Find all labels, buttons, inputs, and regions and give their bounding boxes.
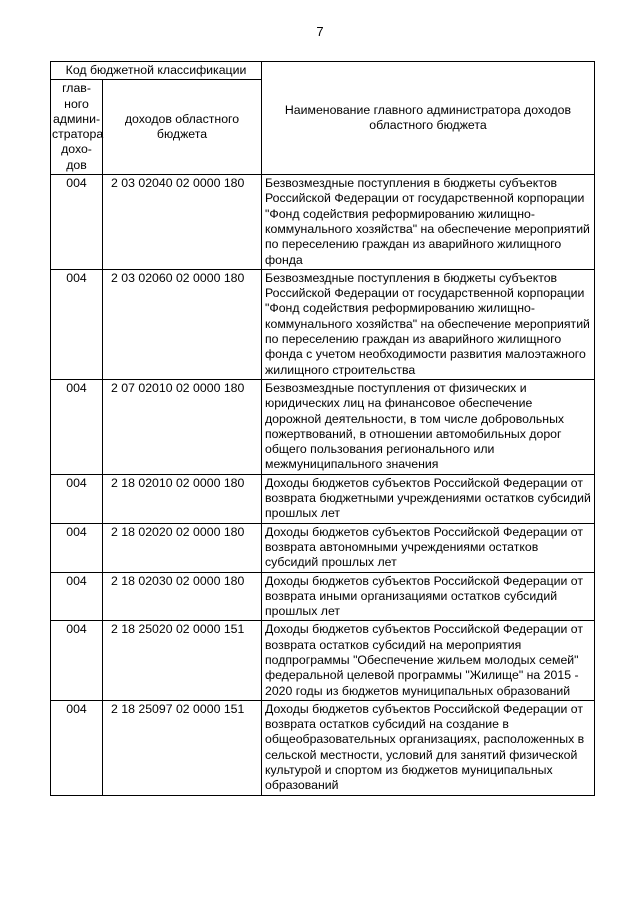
income-name-cell: Доходы бюджетов субъектов Российской Федерации от возврата остатков субсидий на мероприятия подпрограммы "Обеспечение жильем молодых семей" федеральной целевой программы "Жилище" на 2015 - 2020 годы из бюджетов муниципальных образований (262, 621, 595, 700)
table-row (51, 269, 595, 379)
admin-code-cell: 004 (51, 269, 103, 379)
budget-classification-table (50, 61, 595, 796)
header-main-administrator: глав-ного админи-стратора дохо-дов (51, 80, 103, 175)
income-name-cell: Доходы бюджетов субъектов Российской Федерации от возврата автономными учреждениями остатков субсидий прошлых лет (262, 523, 595, 572)
income-name-cell: Безвозмездные поступления в бюджеты субъектов Российской Федерации от государственной корпорации "Фонд содействия реформированию жилищно-коммунального хозяйства" на обеспечение мероприятий по переселению граждан из аварийного жилищного фонда с учетом необходимости развития малоэтажного жилищного строительства (262, 269, 595, 379)
admin-code-cell: 004 (51, 474, 103, 523)
admin-code-cell: 004 (51, 379, 103, 474)
admin-code-cell: 004 (51, 523, 103, 572)
page-number: 7 (316, 24, 324, 39)
table-row (51, 523, 595, 572)
header-regional-income: доходов областного бюджета (103, 80, 262, 175)
admin-code-cell: 004 (51, 572, 103, 621)
income-code-cell: 2 07 02010 02 0000 180 (103, 379, 262, 474)
income-name-cell: Доходы бюджетов субъектов Российской Федерации от возврата бюджетными учреждениями остатков субсидий прошлых лет (262, 474, 595, 523)
table-row (51, 175, 595, 270)
header-administrator-name: Наименование главного администратора доходов областного бюджета (262, 62, 595, 175)
income-code-cell: 2 18 02030 02 0000 180 (103, 572, 262, 621)
income-code-cell: 2 18 02020 02 0000 180 (103, 523, 262, 572)
table-row (51, 572, 595, 621)
income-code-cell: 2 03 02060 02 0000 180 (103, 269, 262, 379)
table-row (51, 621, 595, 700)
table-row (51, 474, 595, 523)
header-budget-classification-code: Код бюджетной классификации (51, 62, 262, 80)
admin-code-cell: 004 (51, 700, 103, 795)
table-row (51, 379, 595, 474)
income-code-cell: 2 18 02010 02 0000 180 (103, 474, 262, 523)
table-row (51, 700, 595, 795)
header-row-group (51, 62, 595, 80)
income-name-cell: Доходы бюджетов субъектов Российской Федерации от возврата остатков субсидий на создание в общеобразовательных организациях, расположенных в сельской местности, условий для занятий физической культурой и спортом из бюджетов муниципальных образований (262, 700, 595, 795)
admin-code-cell: 004 (51, 621, 103, 700)
income-code-cell: 2 03 02040 02 0000 180 (103, 175, 262, 270)
income-name-cell: Доходы бюджетов субъектов Российской Федерации от возврата иными организациями остатков субсидий прошлых лет (262, 572, 595, 621)
income-name-cell: Безвозмездные поступления в бюджеты субъектов Российской Федерации от государственной корпорации "Фонд содействия реформированию жилищно-коммунального хозяйства" на обеспечение мероприятий по переселению граждан из аварийного жилищного фонда (262, 175, 595, 270)
table-body (51, 62, 595, 796)
admin-code-cell: 004 (51, 175, 103, 270)
income-code-cell: 2 18 25020 02 0000 151 (103, 621, 262, 700)
income-name-cell: Безвозмездные поступления от физических и юридических лиц на финансовое обеспечение дорожной деятельности, в том числе добровольных пожертвований, в отношении автомобильных дорог общего пользования регионального или межмуниципального значения (262, 379, 595, 474)
income-code-cell: 2 18 25097 02 0000 151 (103, 700, 262, 795)
